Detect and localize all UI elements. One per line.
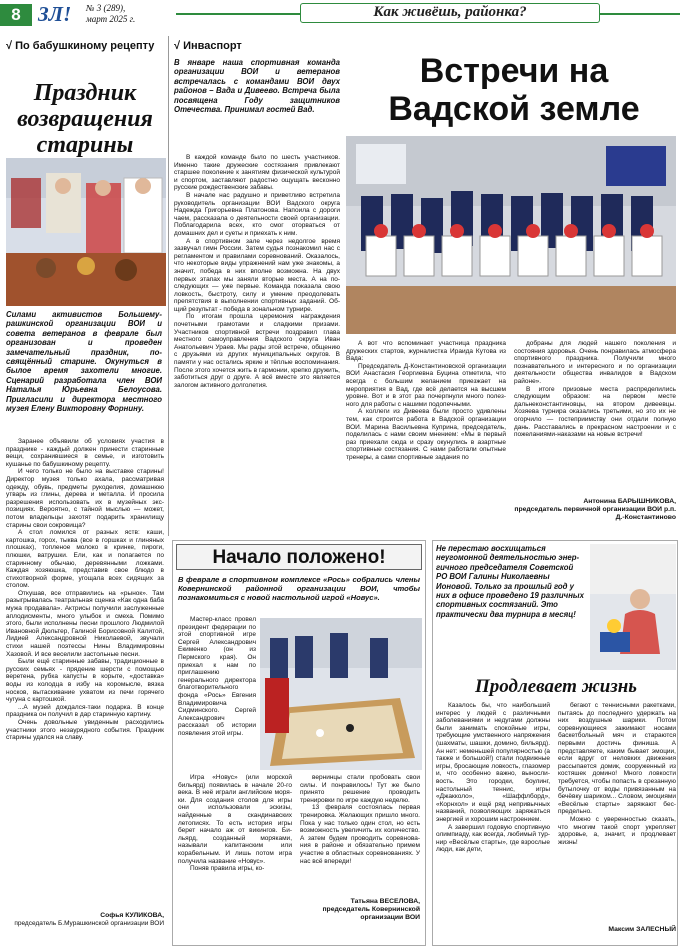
photo-novus: [260, 618, 422, 770]
paragraph: бегают с теннисными ракетками, пытаясь до последнего удержать на них воздушные шарики. Потом соревнующиеся зажимают носами баскетбольный мяч и стараются первыми достичь финиша. А представляете, каким бывает эмоции, если вдруг от неловких движения рассыпается домик, сооруженный из костяшек домино! Много ловкости требуется, чтобы попасть в срезанную бутылочку от воды привязанным на бечёвку шариком... Словом, эмоциями «Весёлые старты» заряжают беспредельно.: [558, 702, 676, 816]
paragraph: Заранее объявили об условиях участия в празднике - каждый должен принести старинные вещи, сохранившиеся в семье, и изготовить кушанье по бабушкиному рецепту.: [6, 438, 164, 468]
author-start: [300, 898, 420, 922]
headline-grandma: Праздник возвращения старины: [17, 80, 153, 158]
paragraph: Поняв правила игры, ко-: [190, 865, 265, 873]
article-start-col-b: [300, 774, 420, 865]
lead-life: Не перестаю восхищаться неугомонной деятельностью энергичного председателя Советской РО ВОИ Галины Николаевны Ионовой. Только за прошлый год у них в офисе проведено 19 различных спортивных состязаний. Это практически два турнира в месяц!: [436, 544, 584, 619]
author-life: Максим ЗАЛЕСНЫЙ: [608, 926, 676, 933]
author-name: Софья КУЛИКОВА,: [100, 912, 164, 919]
paragraph: А стол ломился от разных яств: каши, картошка, горох, тыква (все в горшках и глиняных плошках), топленое молоко в кринке, пироги, плюшки, ватрушки. Ели, как и полагается по старинному обычаю, деревянными ложками. Каждая хозяюшка, представив свое блюдо в стихотворной форме, угощала всех сидящих за столом.: [6, 529, 164, 590]
headline-invasport: Встречи на Вадской земле: [388, 52, 640, 128]
article-life-col-a: [436, 702, 550, 854]
paragraph: Мастер-класс провел президент федерации по этой спортивной игре Сергей Александрович Екименко (он из Пермского края). Он приехал к нам по приглашению генерального директора благотворительного фонда «Рось» Евгения Владимировича Сидминского. Сергей Александрович рассказал об истории появления этой игры.: [178, 616, 256, 737]
page-header: [0, 0, 680, 30]
article-grandma-body: [6, 438, 164, 742]
article-start-col-a2: [178, 774, 292, 873]
issue-number: № 3 (289),: [86, 3, 126, 13]
headline-start: Начало положено!: [176, 544, 422, 570]
paragraph: вернинцы стали пробовать свои силы. И понравилось! Тут же было принято решение проводить тренировки по игре каждую неделю.: [300, 774, 420, 804]
paragraph: А в спортивном зале через недолгое время зазвучал гимн России. Затем судья познакомил нас с регламентом и правилами соревнований. Оказалось, что некоторые виды упражнений нам уже знакомы, а значит, победа в них вполне возможна. На двух первых этапах мы заняли вторые места. А на последующих — уже первые. Команда показала свою ловкость, быстроту, силу и умение преодолевать препятствия в выполнении спортивных заданий. Общий результат - победа в зональном турнире.: [174, 237, 340, 313]
paragraph: По итогам прошла церемония награждения почетными грамотами и сладкими призами. Участников спортивной встречи поздравил глава местного самоуправления Вадского округа Иван Анатольевич Ураев. Мы рады этой встрече, общению с друзьями из других муниципальных округов. В памяти у нас остались яркие и тёплые воспоминания. После этого хочется жить в гармонии, крепко дружить, заботиться друг о друге. А всё вместе это является залогом активного долголетия.: [174, 313, 340, 389]
paragraph: ...А музей дождался-таки подарка. В конце праздника он получил в дар старинную картину.: [6, 703, 164, 719]
article-start-col-a: [178, 616, 256, 738]
article-invasport-body-b: [346, 340, 506, 462]
author-grandma: [6, 912, 164, 928]
article-invasport-body: [174, 154, 340, 389]
lead-invasport: В январе наша спортивная команда организации ВОИ и ветеранов встречалась с командами ВОИ двух районов – Вада и Дивеево. Встреча была посвящена Году защитников Отечества. Принимал гостей Вад.: [174, 58, 340, 115]
rubric-grandma: √ По бабушкиному рецепту: [6, 40, 155, 52]
headline-life: Продлевает жизнь: [474, 676, 637, 697]
column-divider: [168, 36, 169, 536]
paragraph: В каждой команде было по шесть участников. Именно такие дружеские состязания привлекают старшее поколение к занятиям физической культурой и спортом, заставляют радостно ощущать весконно русские рождественские забавы.: [174, 154, 340, 192]
author-invasport: [514, 498, 676, 522]
author-role: председатель первичной организации ВОИ р.п. Д.-Константиново: [514, 506, 676, 521]
caption-grandma: Силами активистов Большемурашкинской организации ВОИ и совета ветеранов в феврале был организован и проведен замечательный праздник, посвящённый старине. Окунуться в былое время захотели многие. Сценарий разработала член ВОИ Наталья Юрьевна Белоусова. Пригласили и директора местного музея Елену Викторовну Форнину.: [6, 310, 162, 414]
paragraph: Председатель Д-Константиновской организации ВОИ Анастасия Георгиевна Буцина отметила, что всегда с большим желанием приезжает на мероприятия в Вад, где всё делается на высшем уровне. Вот и в этот раз почерпнули много полезного для работы с нашими подопечными.: [346, 362, 506, 408]
rubric-invasport: √ Инваспорт: [174, 40, 242, 52]
paragraph: Можно с уверенностью сказать, что многим такой спорт укрепляет здоровье, а, значит, и продлевает жизнь!: [558, 815, 676, 846]
article-invasport-body-c: [514, 340, 676, 439]
paragraph: Откушав, все отправились на «рынок». Там разыгрывалась театральная сценка «Как одна баба мужа продавала». Актрисы получили заслуженные аплодисменты, много улыбок и смеха. Помимо этого, были исполнены песни прошлого Людмилой Ивановной Дюльтер, Галиной Борисовной Калитой, Лидией Александровной Николаевой, звучали стихи нашей поэтессы Нины Владимировны Хазовой. И все веселили застольные песни.: [6, 589, 164, 658]
newspaper-logo: ЗЛ!: [38, 2, 72, 26]
author-role: председатель Ковернинской организации ВОИ: [322, 906, 420, 921]
paragraph: И чего только не было на выставке старины! Директор музея только ахала, рассматривая одежду, обувь, предметы рукоделия, домашнюю утварь из глины, дерева и металла. И просила разрешения использовать их в музейных экспозициях. Вероятно, с тайной мыслью — может, потом владельцы захотят подарить хранилищу старины свои сокровища?: [6, 468, 164, 529]
author-name: Антонина БАРЫШНИКОВА,: [583, 498, 676, 505]
article-life-col-b: [558, 702, 676, 846]
issue-date: март 2025 г.: [86, 14, 136, 24]
photo-grandma: [6, 158, 166, 306]
paragraph: Казалось бы, что наибольший интерес у людей с различными заболеваниями и недугами должны были занимать спокойные игры, требующие умственного напряжения (шахматы, шашки, домино, бильярд). Ан нет: неменьшей популярностью (а также и большой!) стали подвижные игры, бросающие ловкость, глазомер и, что особенно важно, выносливость. Это городки, боулинг, настольный теннис, игры «Джакколо», «Шаффлборд», «Корнхол» и ещё ряд непривычных названий, позволяющих заряжаться энергией и хорошим настроением.: [436, 702, 550, 823]
paragraph: А завершил годовую спортивную олимпиаду, как всегда, любимый турнир «Весёлые старты», где взрослые люди, как дети,: [436, 823, 550, 854]
page-number: 8: [0, 4, 32, 26]
author-role: председатель Б.Мурашкинской организации ВОИ: [14, 920, 164, 927]
paragraph: А коллеги из Дивеева были просто удивлены тем, как строится работа в Вадской организации ВОИ. Марина Васильевна Куприна, председатель, поделилась с нами своим мнением: «Мы в первый раз приехали сюда и сразу окунулись в азартные спортивные состязания. С нами работали опытные тренеры, а сами спортивные задания по: [346, 408, 506, 461]
lead-start: В феврале в спортивном комплексе «Рось» собрались члены Ковернинской районной организации ВОИ, чтобы познакомиться с новой настольной игрой «Новус».: [178, 575, 420, 602]
paragraph: Были ещё старинные забавы, традиционные в русских семьях - прядение шерсти с помощью веретена, рубка капусты в корыте, «доставка» воды из колодца в избу на коромысле, вязка носков, вытаскивание ухватом из печи горячего чугуна с картошкой.: [6, 658, 164, 704]
photo-team: [346, 136, 676, 334]
paragraph: В начале нас радушно и приветливо встретила руководитель организации ВОИ Вадского округа Надежда Григорьевна Платонова. Напоила с дороги чаем, рассказала о деятельности своей организации. Поблагодарила всех, кто смог оторваться от домашних дел и суеты и приехать к ним.: [174, 191, 340, 237]
photo-life: [590, 544, 676, 670]
paragraph: Очень довольные увиденным расходились участники этого незаурядного события. Праздник старины удался на славу.: [6, 718, 164, 742]
paragraph: В итоге призовые места распределились следующим образом: на первом месте дальнеконстантиновцы, на втором дивеевцы. Хозяева турнира оказались третьими, но это их не огорчило — гостеприимству они отдали полную дань. Расставались в прекрасном настроении и с пожеланиями-наказами на новые встречи!: [514, 385, 676, 439]
paragraph: 13 февраля состоялась первая тренировка. Желающих пришло много. Пока у нас только один стол, но есть возможность увеличить их количество. А затем будем проводить соревнования в районе и обязательно примем участие в областных соревнованиях. У нас всё впереди!: [300, 804, 420, 865]
paragraph: Игра «Новус» (или морской бильярд) появилась в начале 20-го века. В неё играли английские моряки. Для создания столов для игры они использовали эскизы, найденные в скандинавских летописях. То есть история игры берет начало аж от викингов. Бильярд, созданный моряками, называли капитанским или корабельным. И лишь потом игра получила название «Новус».: [178, 774, 292, 865]
section-title: Как живёшь, районка?: [300, 3, 600, 23]
author-name: Татьяна ВЕСЕЛОВА,: [350, 898, 420, 905]
paragraph: добраны для людей нашего поколения и состояния здоровья. Очень понравилась атмосфера спортивного праздника. Получили много познавательного и интересного и по организации деятельности общества инвалидов в Вадском районе».: [514, 340, 676, 385]
paragraph: А вот что вспоминает участница праздника дружеских стартов, журналистка Ираида Кутова из Вада:: [346, 340, 506, 363]
